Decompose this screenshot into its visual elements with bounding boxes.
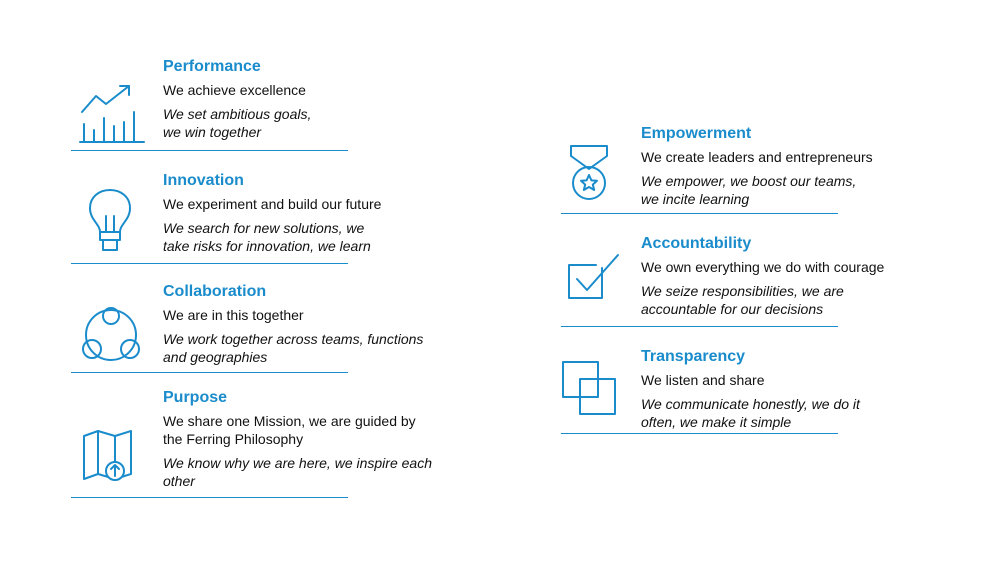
value-description: We search for new solutions, we take risks for innovation, we learn [163, 220, 371, 254]
map-icon [81, 428, 135, 484]
overlapping-squares-icon [561, 360, 619, 418]
value-transparency-text [641, 347, 961, 431]
value-collaboration-text [163, 282, 463, 366]
value-tagline: We listen and share [641, 372, 765, 388]
value-title: Innovation [163, 172, 244, 189]
value-accountability-text [641, 234, 961, 318]
value-tagline: We experiment and build our future [163, 196, 382, 212]
value-tagline: We create leaders and entrepreneurs [641, 149, 873, 165]
divider [71, 497, 348, 498]
value-tagline: We achieve excellence [163, 82, 306, 98]
checkbox-icon [566, 252, 622, 302]
value-tagline: We own everything we do with courage [641, 259, 885, 275]
value-innovation-text [163, 171, 463, 255]
divider [561, 433, 838, 434]
value-title: Purpose [163, 389, 228, 406]
value-tagline: We are in this together [163, 307, 304, 323]
value-description: We empower, we boost our teams, we incite learning [641, 173, 857, 207]
divider [561, 213, 838, 214]
value-description: We work together across teams, functions and geographies [163, 331, 424, 365]
divider [71, 372, 348, 373]
growth-chart-icon [76, 82, 148, 146]
connected-circles-icon [80, 305, 142, 363]
value-empowerment-text [641, 124, 961, 208]
value-title: Collaboration [163, 283, 267, 300]
medal-icon [567, 144, 611, 202]
value-tagline: We share one Mission, we are guided by the Ferring Philosophy [163, 413, 416, 447]
divider [71, 263, 348, 264]
divider [71, 150, 348, 151]
value-description: We seize responsibilities, we are accountable for our decisions [641, 283, 844, 317]
lightbulb-icon [86, 188, 134, 256]
value-description: We know why we are here, we inspire each other [163, 455, 432, 489]
value-title: Empowerment [641, 125, 752, 142]
value-title: Performance [163, 58, 261, 75]
value-title: Accountability [641, 235, 752, 252]
value-description: We set ambitious goals, we win together [163, 106, 312, 140]
value-title: Transparency [641, 348, 746, 365]
value-performance-text [163, 57, 463, 141]
divider [561, 326, 838, 327]
value-purpose-text [163, 388, 463, 490]
value-description: We communicate honestly, we do it often, we make it simple [641, 396, 860, 430]
